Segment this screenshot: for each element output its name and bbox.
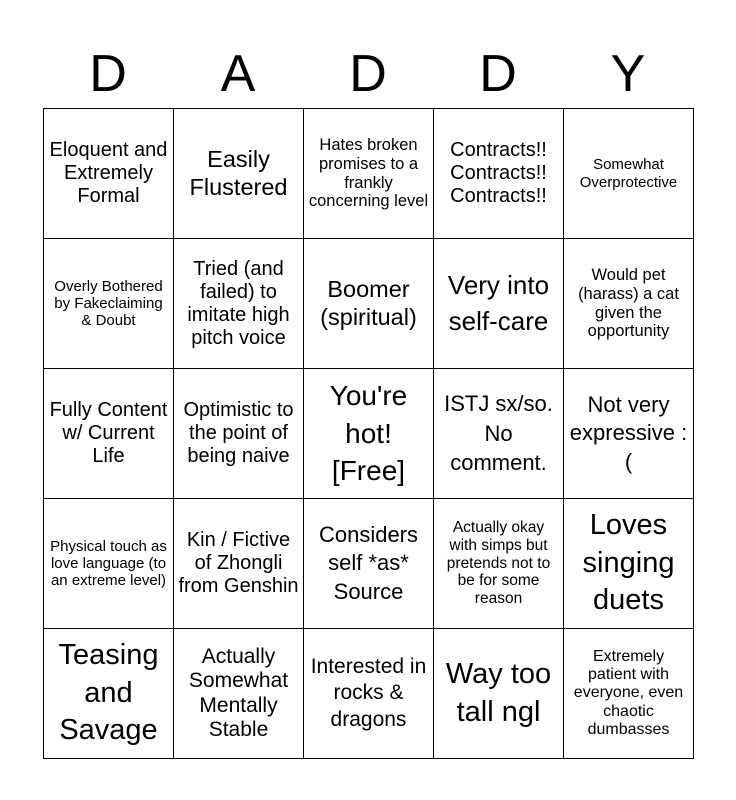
bingo-cell[interactable]: Contracts!! Contracts!! Contracts!! <box>434 109 564 239</box>
header-letter: D <box>349 45 387 103</box>
bingo-cell[interactable]: Way too tall ngl <box>434 629 564 759</box>
bingo-board <box>43 108 694 759</box>
bingo-cell[interactable]: Optimistic to the point of being naive <box>174 369 304 499</box>
header-letter: D <box>89 45 127 103</box>
header-letter: Y <box>610 45 646 103</box>
bingo-cell[interactable]: Actually okay with simps but pretends not to be for some reason <box>434 499 564 629</box>
bingo-cell[interactable]: Fully Content w/ Current Life <box>44 369 174 499</box>
header-letter: D <box>479 45 517 103</box>
bingo-cell[interactable]: Actually Somewhat Mentally Stable <box>174 629 304 759</box>
bingo-cell[interactable]: Somewhat Overprotective <box>564 109 694 239</box>
bingo-cell[interactable]: Very into self-care <box>434 239 564 369</box>
bingo-cell[interactable]: ISTJ sx/so. No comment. <box>434 369 564 499</box>
bingo-cell[interactable]: Interested in rocks & dragons <box>304 629 434 759</box>
board-row <box>44 369 694 499</box>
bingo-cell[interactable]: Eloquent and Extremely Formal <box>44 109 174 239</box>
bingo-header <box>43 40 693 108</box>
bingo-cell[interactable]: Not very expressive :( <box>564 369 694 499</box>
bingo-cell[interactable]: Loves singing duets <box>564 499 694 629</box>
bingo-cell[interactable]: Kin / Fictive of Zhongli from Genshin <box>174 499 304 629</box>
bingo-cell[interactable]: Physical touch as love language (to an extreme level) <box>44 499 174 629</box>
bingo-cell[interactable]: Would pet (harass) a cat given the opportunity <box>564 239 694 369</box>
board-row <box>44 109 694 239</box>
board-row <box>44 499 694 629</box>
board-row <box>44 629 694 759</box>
header-letter: A <box>220 45 256 103</box>
bingo-cell[interactable]: Tried (and failed) to imitate high pitch voice <box>174 239 304 369</box>
bingo-cell-free[interactable]: You're hot! [Free] <box>304 369 434 499</box>
bingo-cell[interactable]: Boomer (spiritual) <box>304 239 434 369</box>
bingo-cell[interactable]: Overly Bothered by Fakeclaiming & Doubt <box>44 239 174 369</box>
bingo-cell[interactable]: Hates broken promises to a frankly concerning level <box>304 109 434 239</box>
board-row <box>44 239 694 369</box>
bingo-cell[interactable]: Easily Flustered <box>174 109 304 239</box>
bingo-cell[interactable]: Extremely patient with everyone, even chaotic dumbasses <box>564 629 694 759</box>
bingo-cell[interactable]: Considers self *as* Source <box>304 499 434 629</box>
bingo-cell[interactable]: Teasing and Savage <box>44 629 174 759</box>
